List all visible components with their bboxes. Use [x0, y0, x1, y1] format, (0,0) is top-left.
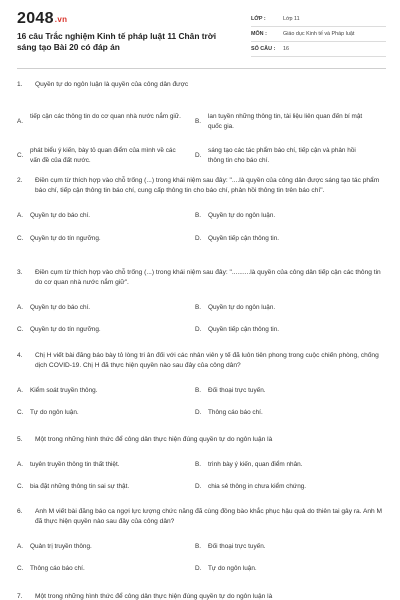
question-stem — [17, 351, 386, 371]
option-letter: D. — [195, 565, 202, 572]
option-text: Tự do ngôn luận. — [208, 565, 257, 572]
option-text: Quyền tự do tín ngưỡng. — [30, 235, 101, 242]
option-c[interactable] — [17, 325, 187, 335]
option-letter: B. — [195, 387, 202, 394]
option-b[interactable] — [195, 542, 365, 552]
option-letter: A. — [17, 387, 24, 394]
option-text: Quyền tự do ngôn luận. — [208, 304, 276, 311]
option-letter: D. — [195, 152, 202, 159]
meta-row-count — [251, 42, 386, 57]
option-c[interactable] — [17, 482, 187, 492]
document-title: 16 câu Trắc nghiệm Kinh tế pháp luật 11 Chân trời sáng tạo Bài 20 có đáp án — [17, 31, 217, 52]
question-text: Một trong những hình thức để công dân thực hiện đúng quyền tự do ngôn luận là — [35, 436, 273, 443]
option-b[interactable] — [195, 386, 365, 396]
option-letter: A. — [17, 543, 24, 550]
option-text: sáng tạo các tác phẩm báo chí, tiếp cận và phản hồi thông tin cho báo chí. — [208, 147, 356, 164]
option-text: Quyền tự do báo chí. — [30, 212, 91, 219]
logo-suffix: .vn — [54, 15, 68, 24]
option-text: Quyền tự do tín ngưỡng. — [30, 326, 101, 333]
option-a[interactable] — [17, 542, 187, 552]
option-a[interactable] — [17, 112, 187, 127]
question-stem — [17, 80, 386, 90]
option-letter: A. — [17, 304, 24, 311]
question-stem — [17, 592, 386, 600]
meta-value: Lớp 11 — [283, 16, 300, 22]
option-letter: B. — [195, 212, 202, 219]
option-letter: A. — [17, 118, 24, 125]
option-text: Quyền tự do báo chí. — [30, 304, 91, 311]
option-letter: C. — [17, 235, 24, 242]
question-text: Điền cụm từ thích hợp vào chỗ trống (...) trong khái niệm sau đây: "....là quyền của công dân được sáng tạo tác phẩm báo chí, tiếp cận thông tin báo chí, cung cấp thông tin cho báo chí, phản hồi thông tin trên báo chí". — [35, 177, 380, 194]
option-d[interactable] — [195, 146, 365, 166]
option-letter: D. — [195, 235, 202, 242]
question-text: Chị H viết bài đăng báo bày tỏ lòng tri ân đối với các nhân viên y tế đã luôn tiên phong trong cuộc chiến phòng, chống dịch COVID-19. Chị H đã thực hiện quyền nào sau đây của công dân? — [35, 352, 379, 369]
question-number: 1. — [17, 81, 23, 88]
logo-text: 2048 — [17, 10, 54, 27]
option-a[interactable] — [17, 211, 187, 221]
question-number: 6. — [17, 508, 23, 515]
option-c[interactable] — [17, 234, 187, 244]
question-text: Anh M viết bài đăng báo ca ngợi lực lượng chức năng đã cùng đồng bào khắc phục hậu quả do thiên tai gây ra. Anh M đã thực hiện quyền nào sau đây của công dân? — [35, 508, 383, 525]
question-stem — [17, 507, 386, 527]
option-text: Quyền tự do ngôn luận. — [208, 212, 276, 219]
option-letter: D. — [195, 326, 202, 333]
option-d[interactable] — [195, 564, 365, 574]
option-text: Quyền tiếp cận thông tin. — [208, 326, 280, 333]
meta-row-subject — [251, 27, 386, 42]
question-2 — [17, 176, 386, 242]
question-number: 7. — [17, 593, 23, 600]
option-letter: D. — [195, 483, 202, 490]
option-text: Thông cáo báo chí. — [208, 409, 263, 416]
question-stem — [17, 176, 386, 196]
option-a[interactable] — [17, 303, 187, 313]
question-text: Điền cụm từ thích hợp vào chỗ trống (...) trong khái niệm sau đây: "..........là quyền của công dân tiếp cận các thông tin do cơ quan nhà nước nắm giữ". — [35, 269, 381, 286]
option-text: bia đặt những thông tin sai sự thật. — [30, 483, 130, 490]
option-b[interactable] — [195, 303, 365, 313]
option-text: trình bày ý kiến, quan điểm nhân. — [208, 461, 303, 468]
option-letter: C. — [17, 409, 24, 416]
question-number: 3. — [17, 269, 23, 276]
option-d[interactable] — [195, 408, 365, 418]
option-text: tiếp cận các thông tin do cơ quan nhà nước nắm giữ. — [30, 113, 181, 120]
option-letter: B. — [195, 461, 202, 468]
question-5 — [17, 435, 386, 490]
option-text: Đối thoại trực tuyến. — [208, 543, 266, 550]
option-text: Quản trị truyền thông. — [30, 543, 92, 550]
option-b[interactable] — [195, 112, 365, 132]
question-number: 5. — [17, 436, 23, 443]
option-b[interactable] — [195, 460, 365, 470]
question-6 — [17, 507, 386, 572]
option-text: Thông cáo báo chí. — [30, 565, 85, 572]
option-text: chia sẻ thông in chưa kiểm chứng. — [208, 483, 307, 490]
option-letter: C. — [17, 152, 24, 159]
meta-key: SỐ CÂU : — [251, 46, 276, 52]
option-c[interactable] — [17, 146, 187, 166]
question-number: 2. — [17, 177, 23, 184]
option-letter: C. — [17, 565, 24, 572]
option-text: Quyền tiếp cận thông tin. — [208, 235, 280, 242]
option-letter: C. — [17, 326, 24, 333]
question-3 — [17, 268, 386, 333]
option-b[interactable] — [195, 211, 365, 221]
question-stem — [17, 435, 386, 445]
option-text: Đối thoại trực tuyến. — [208, 387, 266, 394]
option-c[interactable] — [17, 408, 187, 418]
option-a[interactable] — [17, 386, 187, 396]
option-letter: A. — [17, 212, 24, 219]
option-letter: A. — [17, 461, 24, 468]
question-7 — [17, 592, 386, 600]
meta-key: LỚP : — [251, 16, 266, 22]
header-divider — [17, 68, 386, 69]
question-stem — [17, 268, 386, 288]
meta-value: Giáo dục Kinh tế và Pháp luật — [283, 31, 355, 37]
option-text: tuyên truyền thông tin thất thiệt. — [30, 461, 120, 468]
option-d[interactable] — [195, 482, 365, 492]
option-a[interactable] — [17, 460, 187, 470]
question-number: 4. — [17, 352, 23, 359]
option-d[interactable] — [195, 325, 365, 335]
meta-value: 16 — [283, 46, 289, 52]
question-4 — [17, 351, 386, 416]
option-text: lan tuyền những thông tin, tài liệu liên quan đến bí mật quốc gia. — [208, 113, 363, 130]
document-meta-table — [251, 12, 386, 57]
option-letter: B. — [195, 118, 202, 125]
option-letter: C. — [17, 483, 24, 490]
meta-key: MÔN : — [251, 31, 267, 37]
meta-row-grade — [251, 12, 386, 27]
option-text: Kiểm soát truyền thông. — [30, 387, 98, 394]
option-letter: D. — [195, 409, 202, 416]
question-text: Quyền tự do ngôn luận là quyền của công dân được — [35, 81, 189, 88]
option-text: Tự do ngôn luận. — [30, 409, 79, 416]
option-c[interactable] — [17, 564, 187, 574]
question-text: Một trong những hình thức để công dân thực hiện đúng quyền tự do ngôn luận là — [35, 593, 273, 600]
option-letter: B. — [195, 304, 202, 311]
question-1 — [17, 80, 386, 164]
option-text: phát biểu ý kiến, bày tỏ quan điểm của mình về các vấn đề của đất nước. — [30, 147, 176, 164]
option-d[interactable] — [195, 234, 365, 244]
option-letter: B. — [195, 543, 202, 550]
